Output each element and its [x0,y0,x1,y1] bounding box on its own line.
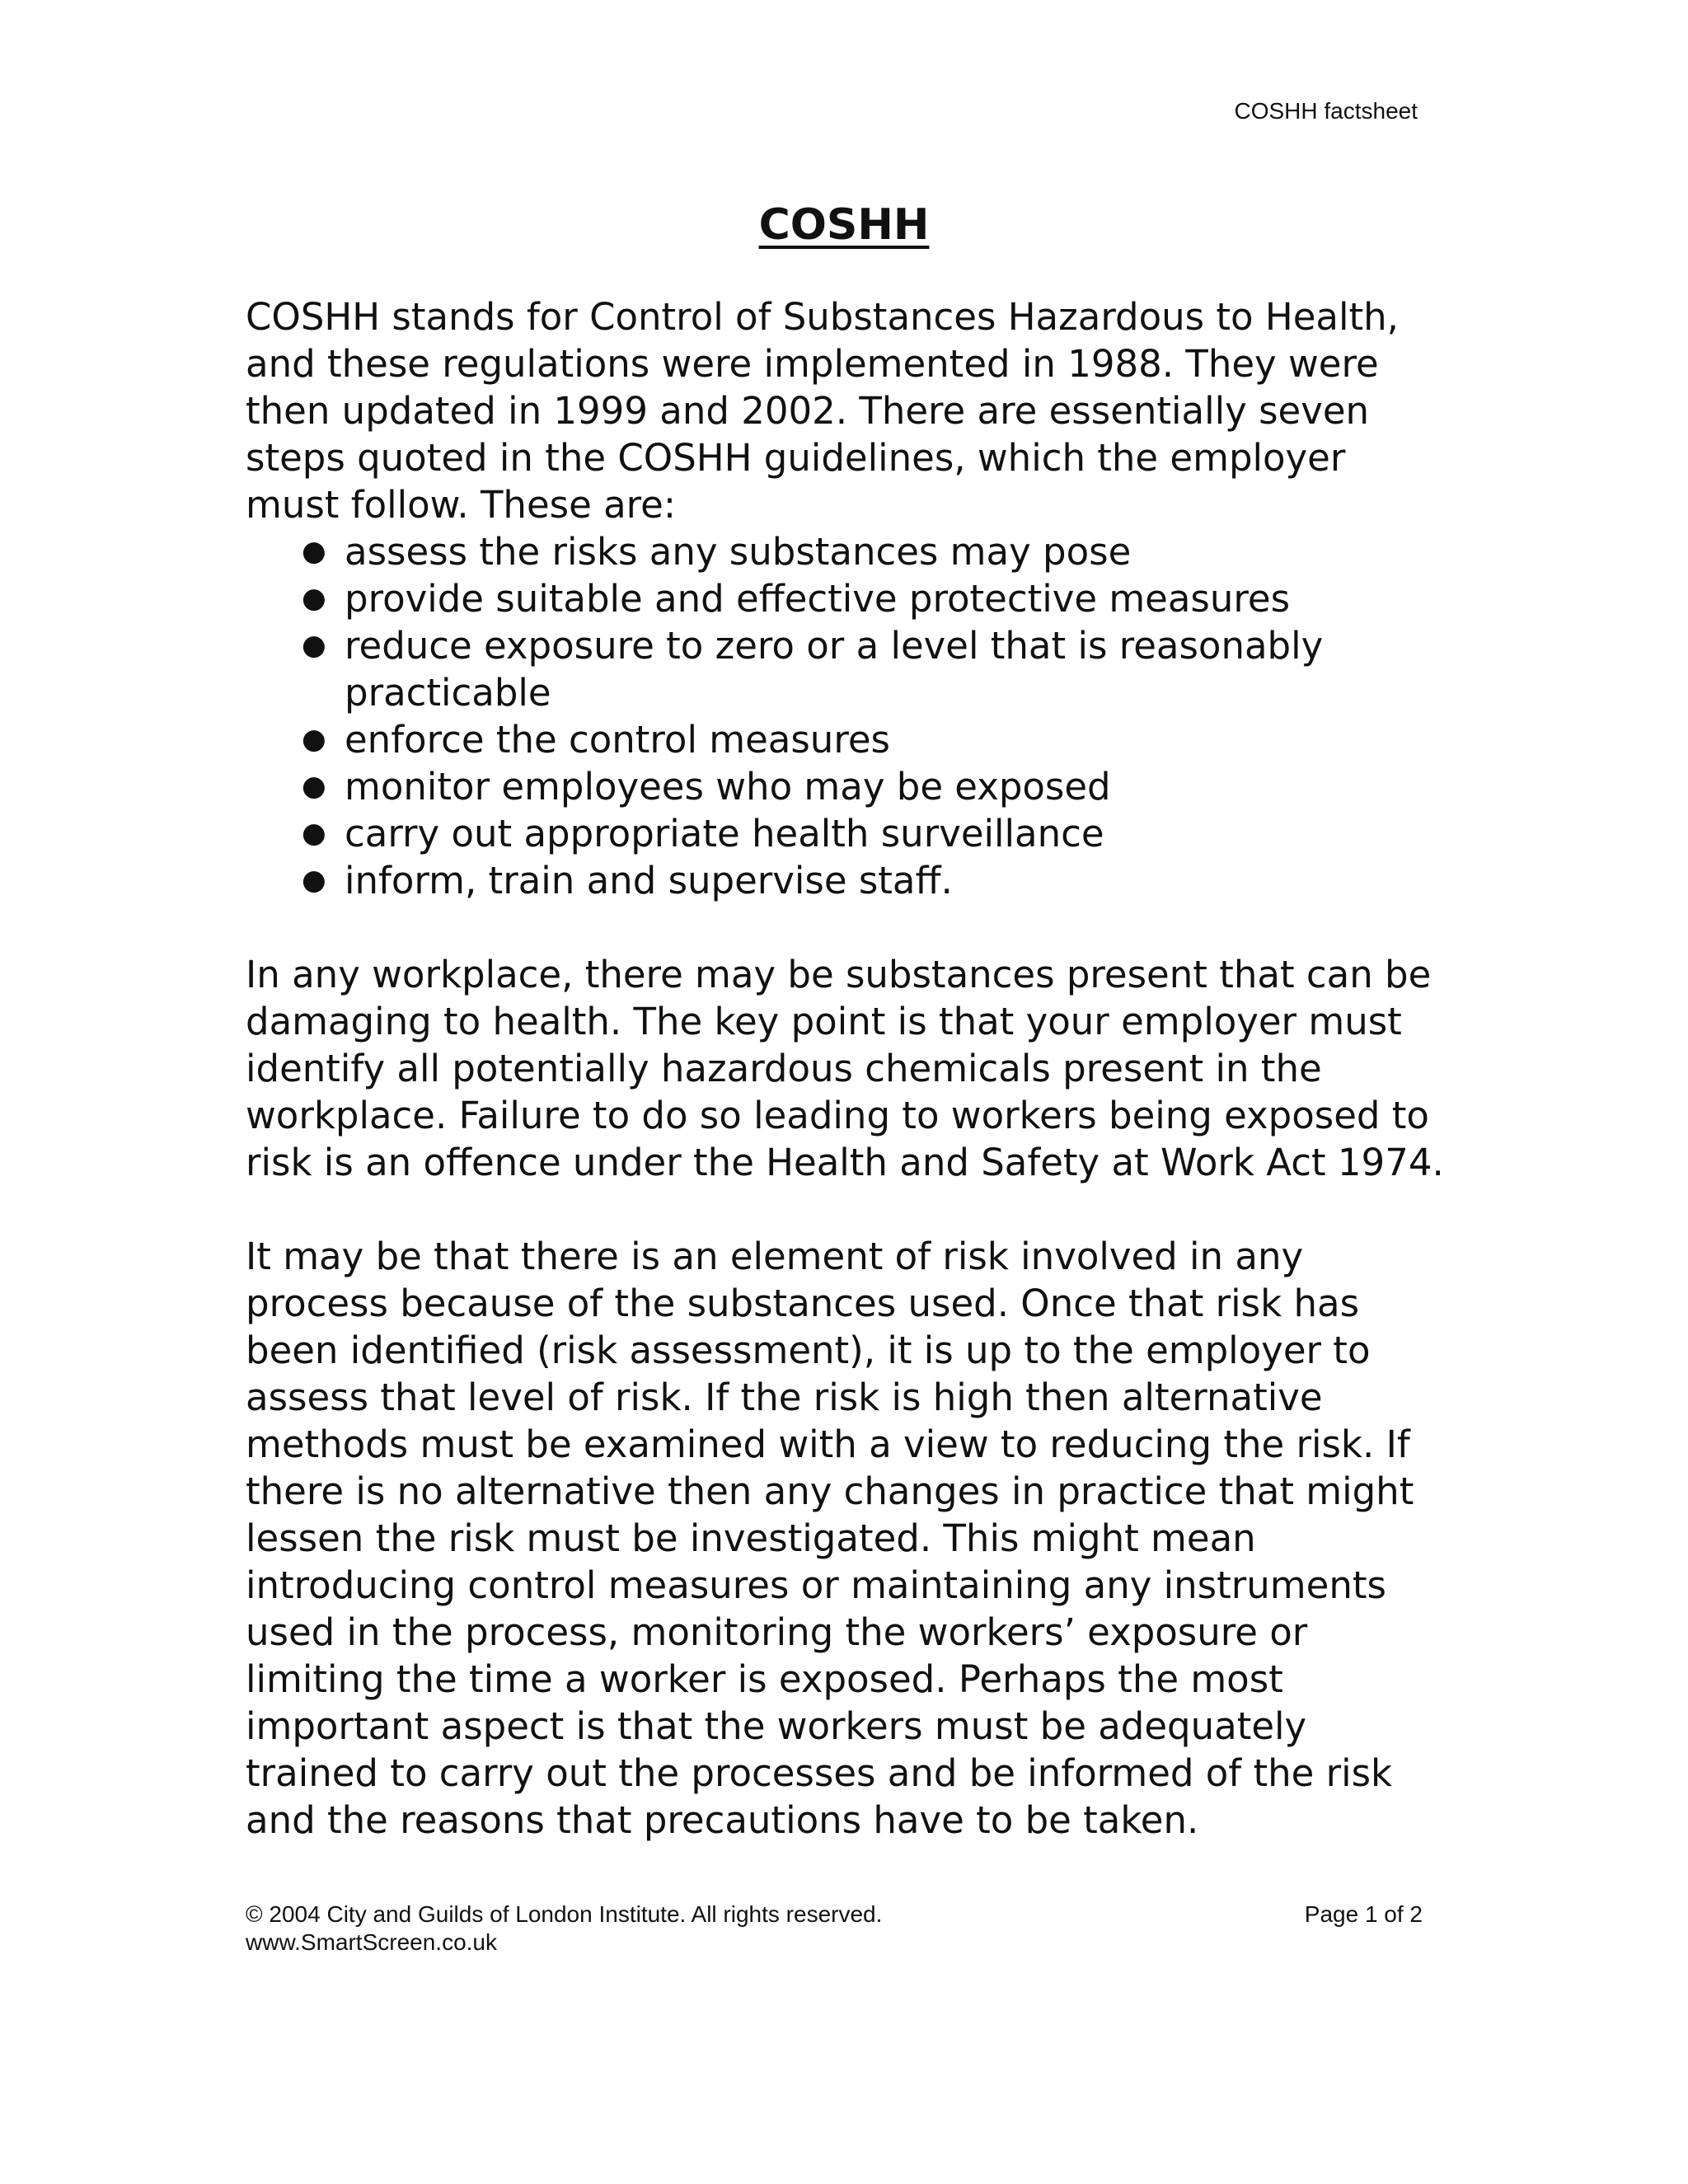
list-item-text: enforce the control measures [345,718,890,762]
workplace-paragraph: In any workplace, there may be substances present that can be damaging to health. The key point is that your employer must identify all potentially hazardous chemicals present in the workplace. Failure to do so leading to workers being exposed to risk is an offence under the Health and Safety at Work Act 1974. [246,953,1444,1184]
list-item [246,528,1449,575]
list-item-text: provide suitable and effective protective measures [345,577,1291,621]
bullet-icon: ● [302,535,326,568]
document-body [246,293,1449,1844]
list-item [246,716,1449,763]
page-footer [246,1900,1423,1957]
bullet-icon: ● [302,723,326,756]
list-item [246,622,1449,716]
bullet-icon: ● [302,629,326,662]
bullet-icon: ● [302,770,326,803]
intro-paragraph: COSHH stands for Control of Substances Hazardous to Health, and these regulations were implemented in 1988. They were then updated in 1999 and 2002. There are essentially seven steps quoted in the COSHH guidelines, which the employer must follow. These are: [246,295,1399,527]
list-item [246,857,1449,904]
list-item-text: reduce exposure to zero or a level that is reasonably practicable [345,624,1324,715]
bullet-icon: ● [302,864,326,897]
bullet-icon: ● [302,817,326,850]
page-number: Page 1 of 2 [1304,1901,1423,1927]
header-note: COSHH factsheet [1234,98,1418,124]
website-text: www.SmartScreen.co.uk [246,1929,497,1955]
list-item-text: inform, train and supervise staff. [345,859,953,902]
list-item [246,763,1449,810]
list-item-text: assess the risks any substances may pose [345,530,1132,574]
list-item-text: monitor employees who may be exposed [345,765,1111,808]
risk-paragraph: It may be that there is an element of risk involved in any process because of the substances used. Once that risk has been identified (risk assessment), it is up to the employer to assess that level of risk. If the risk is high then alternative methods must be examined with a view to reducing the risk. If there is no alternative then any changes in practice that might lessen the risk must be investigated. This might mean introducing control measures or maintaining any instruments used in the process, monitoring the workers’ exposure or limiting the time a worker is exposed. Perhaps the most important aspect is that the workers must be adequately trained to carry out the processes and be informed of the risk and the reasons that precautions have to be taken. [246,1235,1414,1842]
footer-row [246,1900,1423,1929]
steps-list [246,528,1449,904]
list-item [246,810,1449,857]
bullet-icon: ● [302,582,326,615]
list-item-text: carry out appropriate health surveillance [345,812,1104,855]
copyright-text: © 2004 City and Guilds of London Institute. All rights reserved. [246,1901,883,1927]
page-title: COSHH [758,200,930,250]
list-item [246,575,1449,622]
